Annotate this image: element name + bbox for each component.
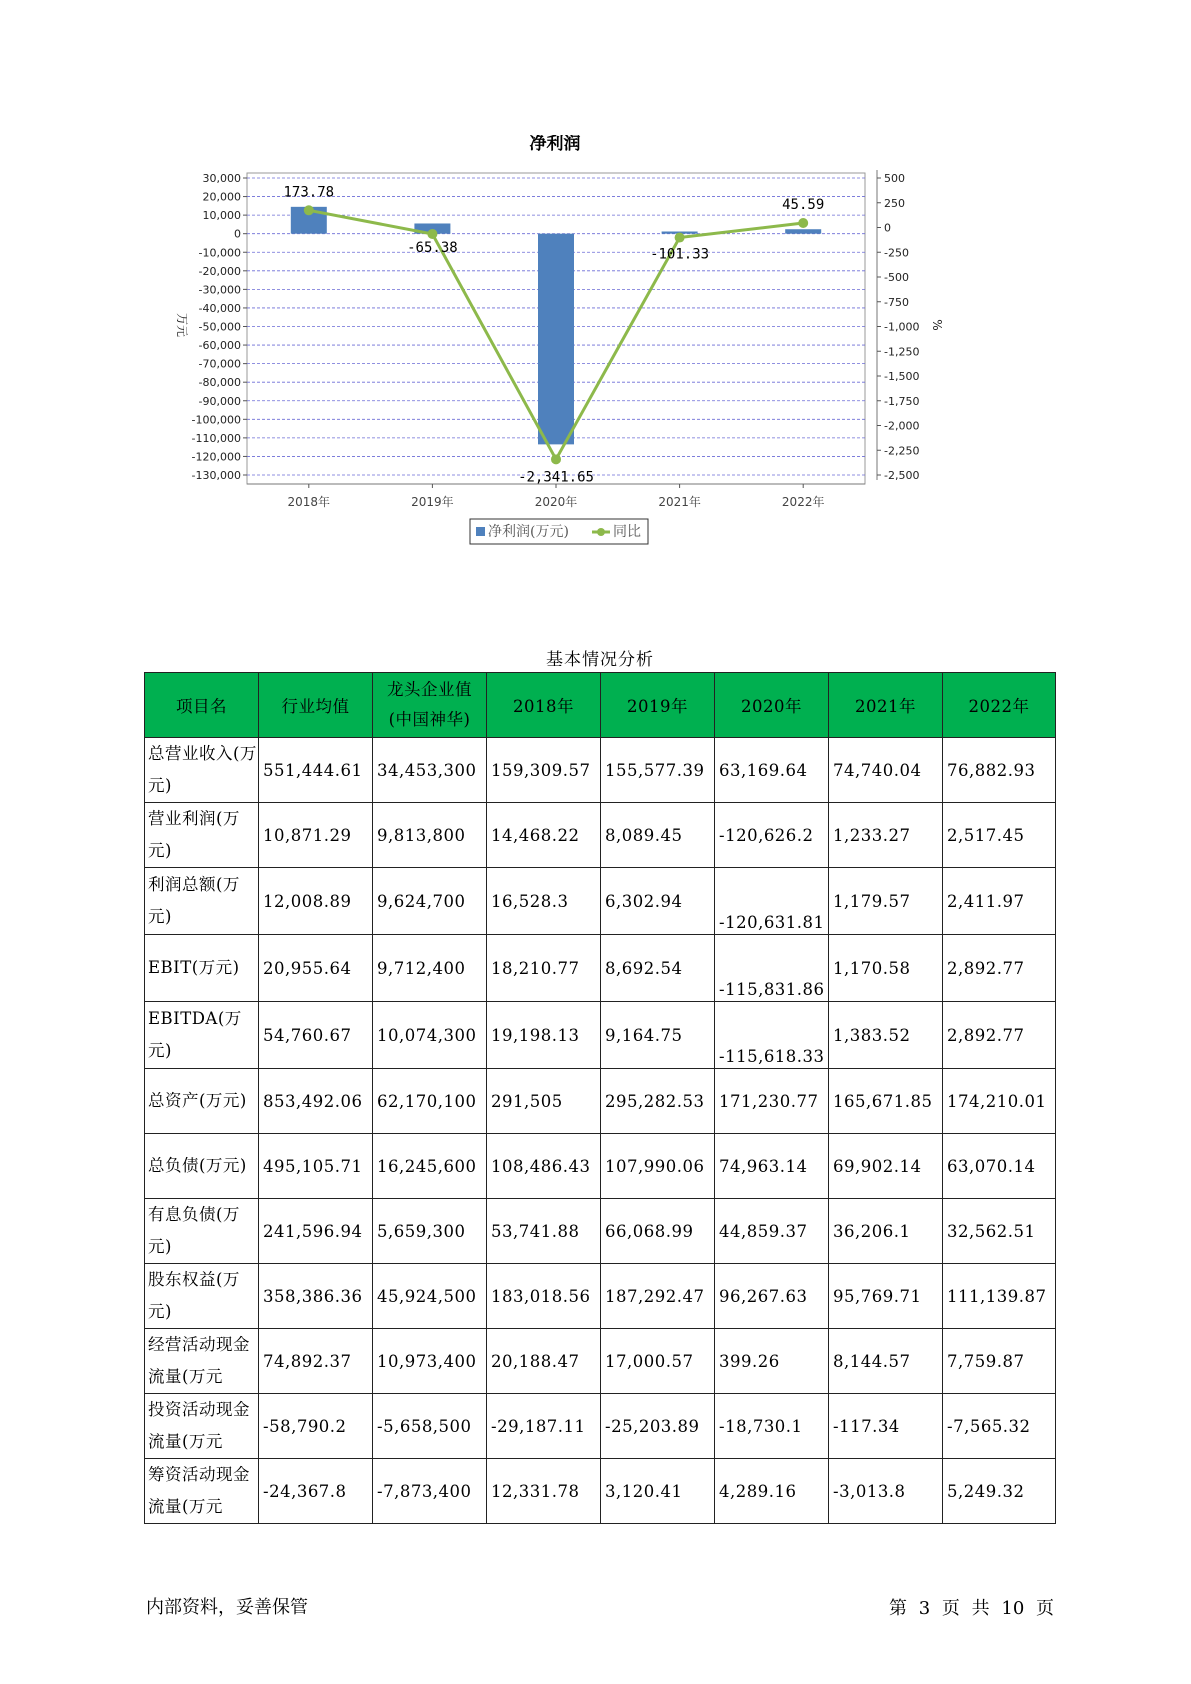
table-cell: 63,070.14 [943, 1134, 1056, 1199]
header-leader-line1: 龙头企业值 [387, 680, 472, 699]
table-cell: 8,089.45 [601, 803, 715, 868]
y2-axis-label: % [930, 319, 944, 331]
table-cell: 63,169.64 [715, 738, 829, 803]
table-cell: 6,302.94 [601, 868, 715, 935]
table-cell: 10,973,400 [373, 1329, 487, 1394]
header-2020: 2020年 [715, 673, 829, 738]
y2-tick-label: -250 [884, 246, 909, 260]
table-cell: -25,203.89 [601, 1394, 715, 1459]
table-cell: 12,331.78 [487, 1459, 601, 1524]
x-tick-label: 2021年 [658, 495, 701, 509]
table-cell: -120,626.2 [715, 803, 829, 868]
table-cell: 76,882.93 [943, 738, 1056, 803]
yoy-point [551, 454, 561, 464]
table-cell: 165,671.85 [829, 1069, 943, 1134]
row-label: 投资活动现金流量(万元 [145, 1394, 259, 1459]
y2-tick-label: -2,000 [884, 419, 920, 433]
x-tick-label: 2020年 [534, 495, 578, 509]
table-row [145, 1459, 1056, 1524]
row-label: 经营活动现金流量(万元 [145, 1329, 259, 1394]
header-2021: 2021年 [829, 673, 943, 738]
y-tick-label: -120,000 [191, 450, 241, 464]
y-tick-label: -80,000 [198, 376, 241, 390]
row-label: 筹资活动现金流量(万元 [145, 1459, 259, 1524]
table-cell: 32,562.51 [943, 1199, 1056, 1264]
table-row [145, 935, 1056, 1002]
table-cell: 171,230.77 [715, 1069, 829, 1134]
table-cell: 107,990.06 [601, 1134, 715, 1199]
header-leader-value [373, 673, 487, 738]
table-cell: 358,386.36 [259, 1264, 373, 1329]
table-cell: 16,245,600 [373, 1134, 487, 1199]
yoy-data-label: -2,341.65 [518, 469, 594, 486]
yoy-point [798, 218, 808, 228]
legend-line-marker [597, 528, 605, 536]
y-tick-label: -40,000 [198, 301, 241, 315]
basic-analysis-table [144, 672, 1056, 1524]
table-cell: 5,249.32 [943, 1459, 1056, 1524]
header-2022: 2022年 [943, 673, 1056, 738]
table-cell: -58,790.2 [259, 1394, 373, 1459]
table-cell: 16,528.3 [487, 868, 601, 935]
table-cell: 7,759.87 [943, 1329, 1056, 1394]
table-cell: 14,468.22 [487, 803, 601, 868]
table-cell: 3,120.41 [601, 1459, 715, 1524]
footer-confidential-note: 内部资料，妥善保管 [146, 1597, 308, 1618]
table-cell: 36,206.1 [829, 1199, 943, 1264]
table-cell: 45,924,500 [373, 1264, 487, 1329]
legend-bar-label: 净利润(万元) [488, 524, 569, 540]
y-tick-label: -70,000 [198, 357, 241, 371]
table-cell: 187,292.47 [601, 1264, 715, 1329]
table-cell: 34,453,300 [373, 738, 487, 803]
table-cell: 74,963.14 [715, 1134, 829, 1199]
table-cell: 108,486.43 [487, 1134, 601, 1199]
table-cell: 95,769.71 [829, 1264, 943, 1329]
table-cell: 74,740.04 [829, 738, 943, 803]
table-cell: 8,692.54 [601, 935, 715, 1002]
y-tick-label: 0 [234, 227, 241, 241]
table-row [145, 1264, 1056, 1329]
y-tick-label: -30,000 [198, 283, 241, 297]
legend-bar-swatch [476, 527, 485, 536]
table-cell: 2,892.77 [943, 1002, 1056, 1069]
table-cell: 9,164.75 [601, 1002, 715, 1069]
row-label: 营业利润(万元) [145, 803, 259, 868]
row-label: 总资产(万元) [145, 1069, 259, 1134]
table-cell: 111,139.87 [943, 1264, 1056, 1329]
table-row [145, 868, 1056, 935]
table-cell: 853,492.06 [259, 1069, 373, 1134]
table-cell: 2,892.77 [943, 935, 1056, 1002]
table-cell: 18,210.77 [487, 935, 601, 1002]
table-cell: 9,624,700 [373, 868, 487, 935]
table-cell: 17,000.57 [601, 1329, 715, 1394]
table-cell: 1,170.58 [829, 935, 943, 1002]
table-cell: 62,170,100 [373, 1069, 487, 1134]
table-cell: 551,444.61 [259, 738, 373, 803]
y2-tick-label: -2,250 [884, 444, 920, 458]
table-cell: -120,631.81 [715, 868, 829, 935]
table-cell: 12,008.89 [259, 868, 373, 935]
table-row [145, 1002, 1056, 1069]
y-tick-label: -20,000 [198, 264, 241, 278]
y-tick-label: -90,000 [198, 394, 241, 408]
y-tick-label: -110,000 [191, 431, 241, 445]
yoy-point [675, 233, 685, 243]
y-tick-label: 30,000 [202, 172, 241, 185]
yoy-data-label: -65.38 [407, 239, 458, 256]
table-cell: 20,188.47 [487, 1329, 601, 1394]
header-2019: 2019年 [601, 673, 715, 738]
bar [785, 229, 821, 233]
y-tick-label: 10,000 [202, 209, 241, 223]
y2-tick-label: -500 [884, 271, 909, 284]
table-cell: 9,712,400 [373, 935, 487, 1002]
table-row [145, 803, 1056, 868]
row-label: 总负债(万元) [145, 1134, 259, 1199]
y2-tick-label: 250 [884, 196, 905, 210]
table-row [145, 1199, 1056, 1264]
header-2018: 2018年 [487, 673, 601, 738]
table-cell: 1,383.52 [829, 1002, 943, 1069]
yoy-point [427, 229, 437, 239]
y-tick-label: -130,000 [191, 469, 241, 482]
table-cell: 54,760.67 [259, 1002, 373, 1069]
yoy-data-label: 45.59 [782, 196, 825, 213]
table-cell: 9,813,800 [373, 803, 487, 868]
table-cell: 20,955.64 [259, 935, 373, 1002]
table-cell: 2,517.45 [943, 803, 1056, 868]
row-label: 总营业收入(万元) [145, 738, 259, 803]
table-cell: 183,018.56 [487, 1264, 601, 1329]
table-cell: 241,596.94 [259, 1199, 373, 1264]
table-header-row [145, 673, 1056, 738]
y2-tick-label: -750 [884, 295, 909, 309]
table-cell: 96,267.63 [715, 1264, 829, 1329]
table-cell: 399.26 [715, 1329, 829, 1394]
x-tick-label: 2022年 [781, 495, 825, 509]
table-row [145, 738, 1056, 803]
table-cell: -7,873,400 [373, 1459, 487, 1524]
table-cell: 1,233.27 [829, 803, 943, 868]
row-label: EBITDA(万元) [145, 1002, 259, 1069]
header-item-name: 项目名 [145, 673, 259, 738]
y2-tick-label: -1,000 [884, 320, 920, 334]
table-row [145, 1394, 1056, 1459]
row-label: 股东权益(万元) [145, 1264, 259, 1329]
table-cell: -3,013.8 [829, 1459, 943, 1524]
y2-tick-label: -1,750 [884, 394, 920, 408]
header-industry-avg: 行业均值 [259, 673, 373, 738]
table-cell: -24,367.8 [259, 1459, 373, 1524]
table-cell: 159,309.57 [487, 738, 601, 803]
yoy-data-label: -101.33 [650, 246, 710, 263]
table-cell: -5,658,500 [373, 1394, 487, 1459]
table-cell: 53,741.88 [487, 1199, 601, 1264]
table-cell: -7,565.32 [943, 1394, 1056, 1459]
yoy-data-label: 173.78 [283, 184, 335, 201]
table-cell: -115,831.86 [715, 935, 829, 1002]
table-row [145, 1329, 1056, 1394]
table-cell: 5,659,300 [373, 1199, 487, 1264]
table-cell: 10,074,300 [373, 1002, 487, 1069]
y2-tick-label: 500 [884, 172, 905, 185]
net-profit-chart [170, 135, 1020, 595]
y-tick-label: -60,000 [198, 339, 241, 353]
y-tick-label: -10,000 [198, 246, 241, 260]
yoy-point [304, 205, 314, 215]
x-tick-label: 2018年 [287, 495, 331, 509]
table-cell: 295,282.53 [601, 1069, 715, 1134]
table-cell: 4,289.16 [715, 1459, 829, 1524]
table-caption: 基本情况分析 [546, 650, 654, 670]
legend-line-label: 同比 [613, 524, 641, 540]
x-tick-label: 2019年 [411, 495, 454, 509]
y-tick-label: 20,000 [202, 190, 241, 204]
y-tick-label: -50,000 [198, 320, 241, 334]
table-cell: 155,577.39 [601, 738, 715, 803]
table-cell: 8,144.57 [829, 1329, 943, 1394]
chart-title: 净利润 [529, 135, 581, 154]
table-cell: 69,902.14 [829, 1134, 943, 1199]
footer-page-number: 第 3 页 共 10 页 [889, 1598, 1054, 1619]
table-cell: 19,198.13 [487, 1002, 601, 1069]
header-leader-line2: (中国神华) [388, 710, 471, 729]
table-cell: 291,505 [487, 1069, 601, 1134]
y-axis-label: 万元 [175, 312, 189, 338]
y2-tick-label: -1,250 [884, 345, 920, 359]
row-label: EBIT(万元) [145, 935, 259, 1002]
row-label: 利润总额(万元) [145, 868, 259, 935]
table-cell: 66,068.99 [601, 1199, 715, 1264]
table-cell: 2,411.97 [943, 868, 1056, 935]
table-cell: 495,105.71 [259, 1134, 373, 1199]
y2-tick-label: -2,500 [884, 469, 920, 482]
table-cell: 174,210.01 [943, 1069, 1056, 1134]
table-cell: -115,618.33 [715, 1002, 829, 1069]
table-cell: 10,871.29 [259, 803, 373, 868]
table-row [145, 1069, 1056, 1134]
table-cell: 44,859.37 [715, 1199, 829, 1264]
row-label: 有息负债(万元) [145, 1199, 259, 1264]
bar [538, 234, 574, 445]
y2-tick-label: 0 [884, 221, 891, 235]
table-cell: 74,892.37 [259, 1329, 373, 1394]
table-cell: -18,730.1 [715, 1394, 829, 1459]
table-cell: 1,179.57 [829, 868, 943, 935]
y2-tick-label: -1,500 [884, 370, 920, 383]
table-cell: -29,187.11 [487, 1394, 601, 1459]
table-cell: -117.34 [829, 1394, 943, 1459]
table-row [145, 1134, 1056, 1199]
y-tick-label: -100,000 [191, 413, 241, 427]
